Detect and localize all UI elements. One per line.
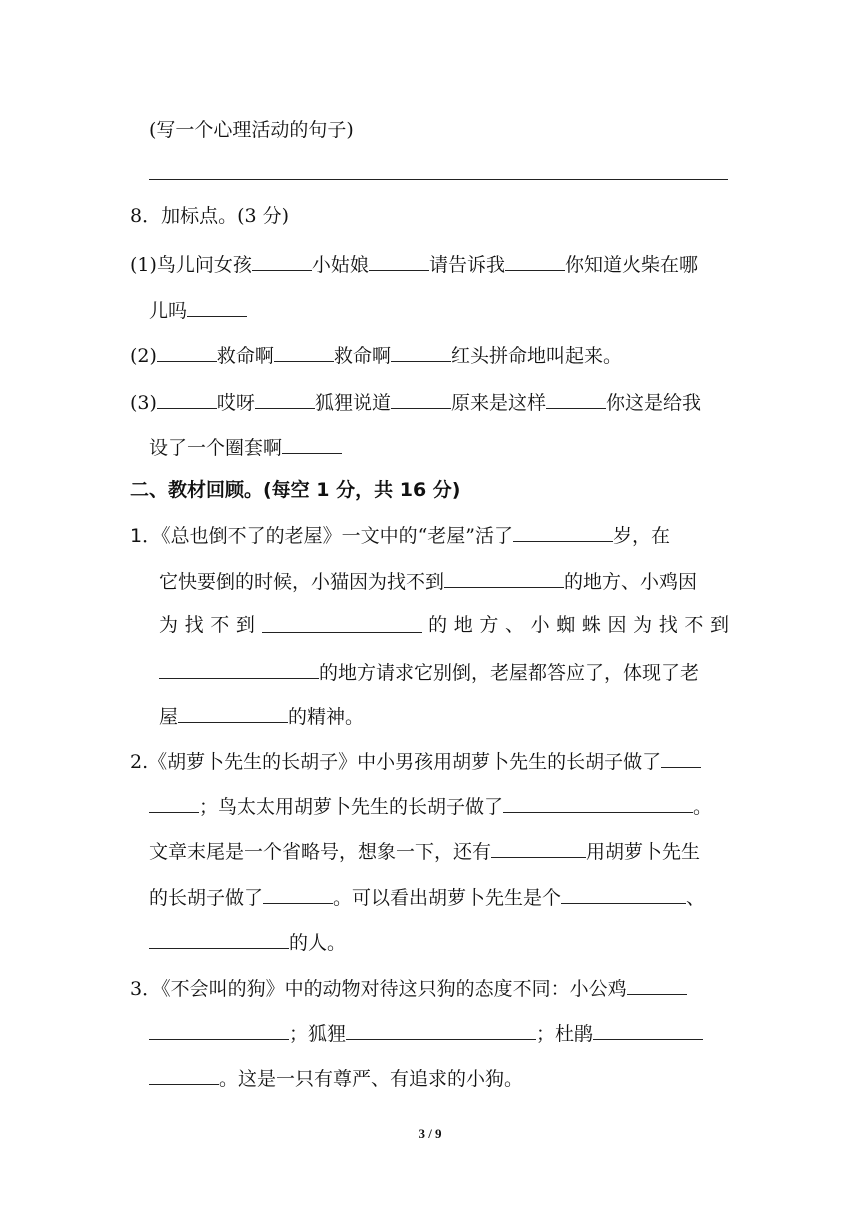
q1-line-5 [159, 703, 364, 729]
q8-text: (3) [130, 392, 157, 414]
blank[interactable] [252, 251, 312, 271]
q3-text: 。这是一只有尊严、有追求的小狗。 [219, 1068, 524, 1090]
blank[interactable] [491, 838, 586, 858]
q8-text: 救命啊 [333, 345, 391, 367]
blank[interactable] [178, 703, 288, 723]
q8-text: 儿吗 [149, 300, 188, 322]
blank[interactable] [159, 659, 319, 679]
q8-item-3 [130, 389, 701, 415]
q3-text: ；杜鹃 [536, 1023, 594, 1045]
q2-line-5 [149, 929, 346, 955]
q1-char: 蛛 [581, 614, 601, 636]
q2-text: 2.《胡萝卜先生的长胡子》中小男孩用胡萝卜先生的长胡子做了 [130, 751, 662, 773]
q3-text: ；狐狸 [289, 1023, 347, 1045]
q1-char: 小 [530, 614, 550, 636]
q1-char: 、 [504, 614, 524, 636]
blank[interactable] [157, 389, 217, 409]
q2-text: 文章末尾是一个省略号，想象一下，还有 [149, 841, 492, 863]
q8-text: 你知道火柴在哪 [564, 254, 698, 276]
q1-number: 1． [130, 525, 162, 547]
q2-text: 、 [686, 887, 706, 909]
q1-line-3 [159, 613, 729, 637]
q1-char: 找 [184, 614, 204, 636]
q1-text: 它快要倒的时候，小猫因为找不到 [159, 571, 445, 593]
blank[interactable] [444, 568, 564, 588]
blank[interactable] [561, 884, 686, 904]
q8-text: 设了一个圈套啊 [149, 437, 283, 459]
q2-line-3 [149, 838, 700, 864]
q2-text: 的长胡子做了 [149, 887, 264, 909]
q2-text: 的人。 [289, 932, 347, 954]
q2-line-2 [149, 793, 712, 819]
q8-item-1 [130, 251, 698, 277]
blank[interactable] [149, 793, 199, 813]
q1-char: 到 [235, 614, 255, 636]
blank[interactable] [391, 389, 451, 409]
q8-title: 8．加标点。(3 分) [130, 205, 290, 227]
q2-text: 用胡萝卜先生 [586, 841, 701, 863]
q8-item-1-cont [149, 297, 247, 323]
q8-text: 救命啊 [216, 345, 274, 367]
blank[interactable] [513, 522, 613, 542]
blank[interactable] [187, 297, 247, 317]
q2-line-1 [130, 748, 701, 774]
q8-text: 请告诉我 [428, 254, 505, 276]
blank[interactable] [149, 1065, 219, 1085]
q1-text: 屋 [159, 706, 179, 728]
blank[interactable] [262, 613, 422, 633]
q1-line-2 [159, 568, 697, 594]
q8-text: 小姑娘 [311, 254, 369, 276]
q1-char: 不 [210, 614, 230, 636]
q2-text: 。可以看出胡萝卜先生是个 [333, 887, 562, 909]
blank[interactable] [369, 251, 429, 271]
blank[interactable] [661, 748, 701, 768]
q3-line-1 [130, 975, 687, 1001]
q8-text: (1)鸟儿问女孩 [130, 254, 252, 276]
q2-line-4 [149, 884, 705, 910]
q8-text: (2) [130, 345, 157, 367]
blank[interactable] [546, 389, 606, 409]
q8-text: 红头拼命地叫起来。 [450, 345, 622, 367]
q1-line-4 [159, 659, 699, 685]
q2-text: ；鸟太太用胡萝卜先生的长胡子做了 [199, 796, 504, 818]
q8-item-3-cont [149, 434, 342, 460]
q1-text: 《总也倒不了的老屋》一文中的“老屋”活了 [161, 525, 514, 547]
q8-text: 原来是这样 [450, 392, 546, 414]
hint-text: (写一个心理活动的句子) [149, 119, 354, 141]
blank[interactable] [255, 389, 315, 409]
blank[interactable] [274, 342, 334, 362]
q3-text: 3．《不会叫的狗》中的动物对待这只狗的态度不同：小公鸡 [130, 978, 627, 1000]
q1-char: 为 [633, 614, 653, 636]
blank[interactable] [593, 1020, 703, 1040]
blank[interactable] [627, 975, 687, 995]
answer-line[interactable] [149, 179, 728, 180]
blank[interactable] [263, 884, 333, 904]
q1-char: 因 [607, 614, 627, 636]
page-number: 3 / 9 [418, 1126, 442, 1141]
q8-text: 狐狸说道 [314, 392, 391, 414]
q1-char: 不 [684, 614, 704, 636]
q1-char: 找 [658, 614, 678, 636]
q3-line-3 [149, 1065, 523, 1091]
blank[interactable] [149, 929, 289, 949]
q1-char: 蜘 [556, 614, 576, 636]
blank[interactable] [282, 434, 342, 454]
q1-char: 的 [428, 614, 448, 636]
q1-text: 岁，在 [613, 525, 671, 547]
blank[interactable] [157, 342, 217, 362]
q8-text: 你这是给我 [605, 392, 701, 414]
q1-line-1 [130, 522, 670, 548]
blank[interactable] [346, 1020, 536, 1040]
q1-char: 到 [709, 614, 729, 636]
q1-text: 的精神。 [288, 706, 365, 728]
q1-char: 地 [453, 614, 473, 636]
q8-text: 哎呀 [216, 392, 255, 414]
blank[interactable] [505, 251, 565, 271]
q1-text: 的地方、小鸡因 [564, 571, 698, 593]
q8-item-2 [130, 342, 622, 368]
q2-text: 。 [693, 796, 713, 818]
blank[interactable] [503, 793, 693, 813]
q1-text: 的地方请求它别倒，老屋都答应了，体现了老 [319, 662, 700, 684]
blank[interactable] [149, 1020, 289, 1040]
q1-char: 为 [159, 614, 179, 636]
q3-line-2 [149, 1020, 703, 1046]
section-title: 二、教材回顾。(每空 1 分，共 16 分) [130, 479, 461, 501]
q1-char: 方 [479, 614, 499, 636]
blank[interactable] [391, 342, 451, 362]
